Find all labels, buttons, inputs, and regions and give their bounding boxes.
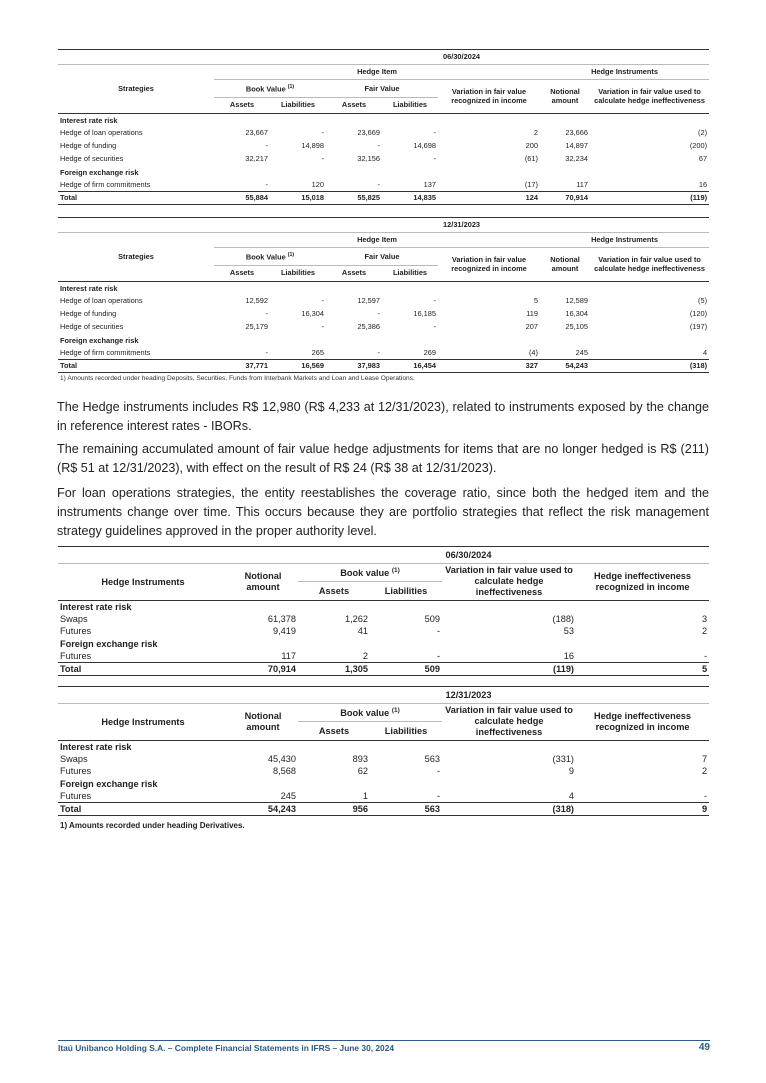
section-interest-rate-risk: Interest rate risk: [60, 741, 132, 752]
book-value-header: Book Value $^{(1)}$: [214, 80, 326, 98]
fair-value-header: Fair Value: [326, 248, 438, 266]
variation-used-header: Variation in fair value used to calculate hedge ineffectiveness: [594, 87, 705, 106]
fair-value-hedge-table-2024: [58, 49, 709, 205]
strategies-header: Strategies: [118, 83, 154, 93]
table-date: 12/31/2023: [228, 687, 709, 704]
footnote: 1) Amounts recorded under heading Derivatives.: [60, 821, 245, 830]
footer-text: Itaú Unibanco Holding S.A. – Complete Financial Statements in IFRS – June 30, 2024: [58, 1043, 395, 1053]
hedge-instruments-header: Hedge Instruments: [101, 576, 185, 587]
notional-header: Notional amount: [550, 87, 580, 106]
variation-header: Variation in fair value recognized in income: [451, 255, 527, 274]
notional-header: Notional amount: [244, 710, 282, 732]
table-row: Hedge of funding - 16,304 - 16,185 119 16,304 (120): [60, 309, 708, 318]
hedge-instruments-table-2023: [58, 686, 709, 816]
assets-header: Assets: [318, 725, 350, 736]
table-row: Swaps 61,378 1,262 509 (188) 3: [60, 613, 708, 624]
section-foreign-exchange-risk: Foreign exchange risk: [60, 778, 158, 789]
table-row: Futures 245 1 - 4 -: [60, 791, 708, 801]
paragraph-loan-strategies: For loan operations strategies, the entity reestablishes the coverage ratio, since both the hedged item and the instruments change over time. This occurs because they are portfolio strategies that reflect the risk management strategy guidelines approved in the proper authority level.: [57, 486, 709, 538]
total-row: Total 54,243 956 563 (318) 9: [60, 804, 708, 814]
table-row: Hedge of securities 32,217 - 32,156 - (61) 32,234 67: [60, 154, 708, 163]
fair-value-hedge-table-2023: [58, 217, 709, 373]
hedge-instruments-header: Hedge Instruments: [101, 716, 185, 727]
section-foreign-exchange-risk: Foreign exchange risk: [60, 335, 139, 345]
liabilities-header: Liabilities: [280, 268, 316, 278]
page-number: 49: [698, 1042, 710, 1053]
footer-divider: [58, 1040, 710, 1041]
hedge-item-header: Hedge Item: [214, 65, 540, 80]
table-row: Futures 8,568 62 - 9 2: [60, 766, 708, 777]
liabilities-header: Liabilities: [384, 725, 428, 736]
footnote: 1) Amounts recorded under heading Deposits, Securities, Funds from Interbank Markets and Loan and Lease Operations.: [60, 375, 415, 382]
ineffectiveness-header: Hedge ineffectiveness recognized in income: [594, 570, 692, 592]
table-row: Futures 9,419 41 - 53 2: [60, 626, 708, 637]
paragraph-ibor: The Hedge instruments includes R$ 12,980 (R$ 4,233 at 12/31/2023), related to instruments exposed by the change in reference interest rates - IBORs.: [57, 400, 709, 433]
book-value-header: Book value $^{(1)}$: [298, 564, 442, 582]
table-row: Hedge of loan operations 23,667 - 23,669 - 2 23,666 (2): [60, 128, 708, 137]
total-row: Total 70,914 1,305 509 (119) 5: [60, 664, 708, 674]
hedge-instruments-header: Hedge Instruments: [540, 233, 709, 248]
hedge-instruments-header: Hedge Instruments: [540, 65, 709, 80]
table-row: Hedge of firm commitments - 265 - 269 (4) 245 4: [60, 347, 708, 357]
table-row: Hedge of funding - 14,898 - 14,698 200 14,897 (200): [60, 141, 708, 150]
total-row: Total 37,771 16,569 37,983 16,454 327 54,243 (318): [58, 360, 709, 373]
assets-header: Assets: [341, 100, 367, 110]
assets-header: Assets: [229, 100, 255, 110]
strategies-header: Strategies: [118, 251, 154, 261]
table-row: Futures 117 2 - 16 -: [60, 651, 708, 661]
table-date: 06/30/2024: [214, 50, 709, 65]
table-date: 06/30/2024: [228, 547, 709, 564]
book-value-header: Book value $^{(1)}$: [298, 704, 442, 722]
section-interest-rate-risk: Interest rate risk: [60, 283, 118, 293]
hedge-item-header: Hedge Item: [214, 233, 540, 248]
variation-used-header: Variation in fair value used to calculate hedge ineffectiveness: [445, 565, 573, 598]
section-foreign-exchange-risk: Foreign exchange risk: [60, 167, 139, 177]
fair-value-header: Fair Value: [326, 80, 438, 98]
table-row: Hedge of firm commitments - 120 - 137 (17) 117 16: [60, 179, 708, 189]
assets-header: Assets: [318, 585, 350, 596]
liabilities-header: Liabilities: [280, 100, 316, 110]
section-foreign-exchange-risk: Foreign exchange risk: [60, 638, 158, 649]
section-interest-rate-risk: Interest rate risk: [60, 601, 132, 612]
table-row: Swaps 45,430 893 563 (331) 7: [60, 753, 708, 764]
liabilities-header: Liabilities: [392, 268, 428, 278]
table-row: Hedge of loan operations 12,592 - 12,597 - 5 12,589 (5): [60, 296, 708, 305]
section-interest-rate-risk: Interest rate risk: [60, 115, 118, 125]
assets-header: Assets: [341, 268, 367, 278]
liabilities-header: Liabilities: [384, 585, 428, 596]
assets-header: Assets: [229, 268, 255, 278]
hedge-instruments-table-2024: [58, 546, 709, 676]
notional-header: Notional amount: [550, 255, 580, 274]
variation-header: Variation in fair value recognized in income: [451, 87, 527, 106]
paragraph-remaining-adjustments: The remaining accumulated amount of fair value hedge adjustments for items that are no longer hedged is R$ (211) (R$ 51 at 12/31/2023), with effect on the result of R$ 24 (R$ 38 at 12/31/2023).: [57, 442, 709, 475]
ineffectiveness-header: Hedge ineffectiveness recognized in income: [594, 710, 692, 732]
variation-used-header: Variation in fair value used to calculate hedge ineffectiveness: [594, 255, 705, 274]
book-value-header: Book Value $^{(1)}$: [214, 248, 326, 266]
total-row: Total 55,884 15,018 55,825 14,835 124 70,914 (119): [58, 192, 709, 205]
table-row: Hedge of securities 25,179 - 25,386 - 207 25,105 (197): [60, 322, 708, 331]
notional-header: Notional amount: [244, 570, 282, 592]
table-date: 12/31/2023: [214, 218, 709, 233]
liabilities-header: Liabilities: [392, 100, 428, 110]
variation-used-header: Variation in fair value used to calculate hedge ineffectiveness: [445, 705, 573, 738]
